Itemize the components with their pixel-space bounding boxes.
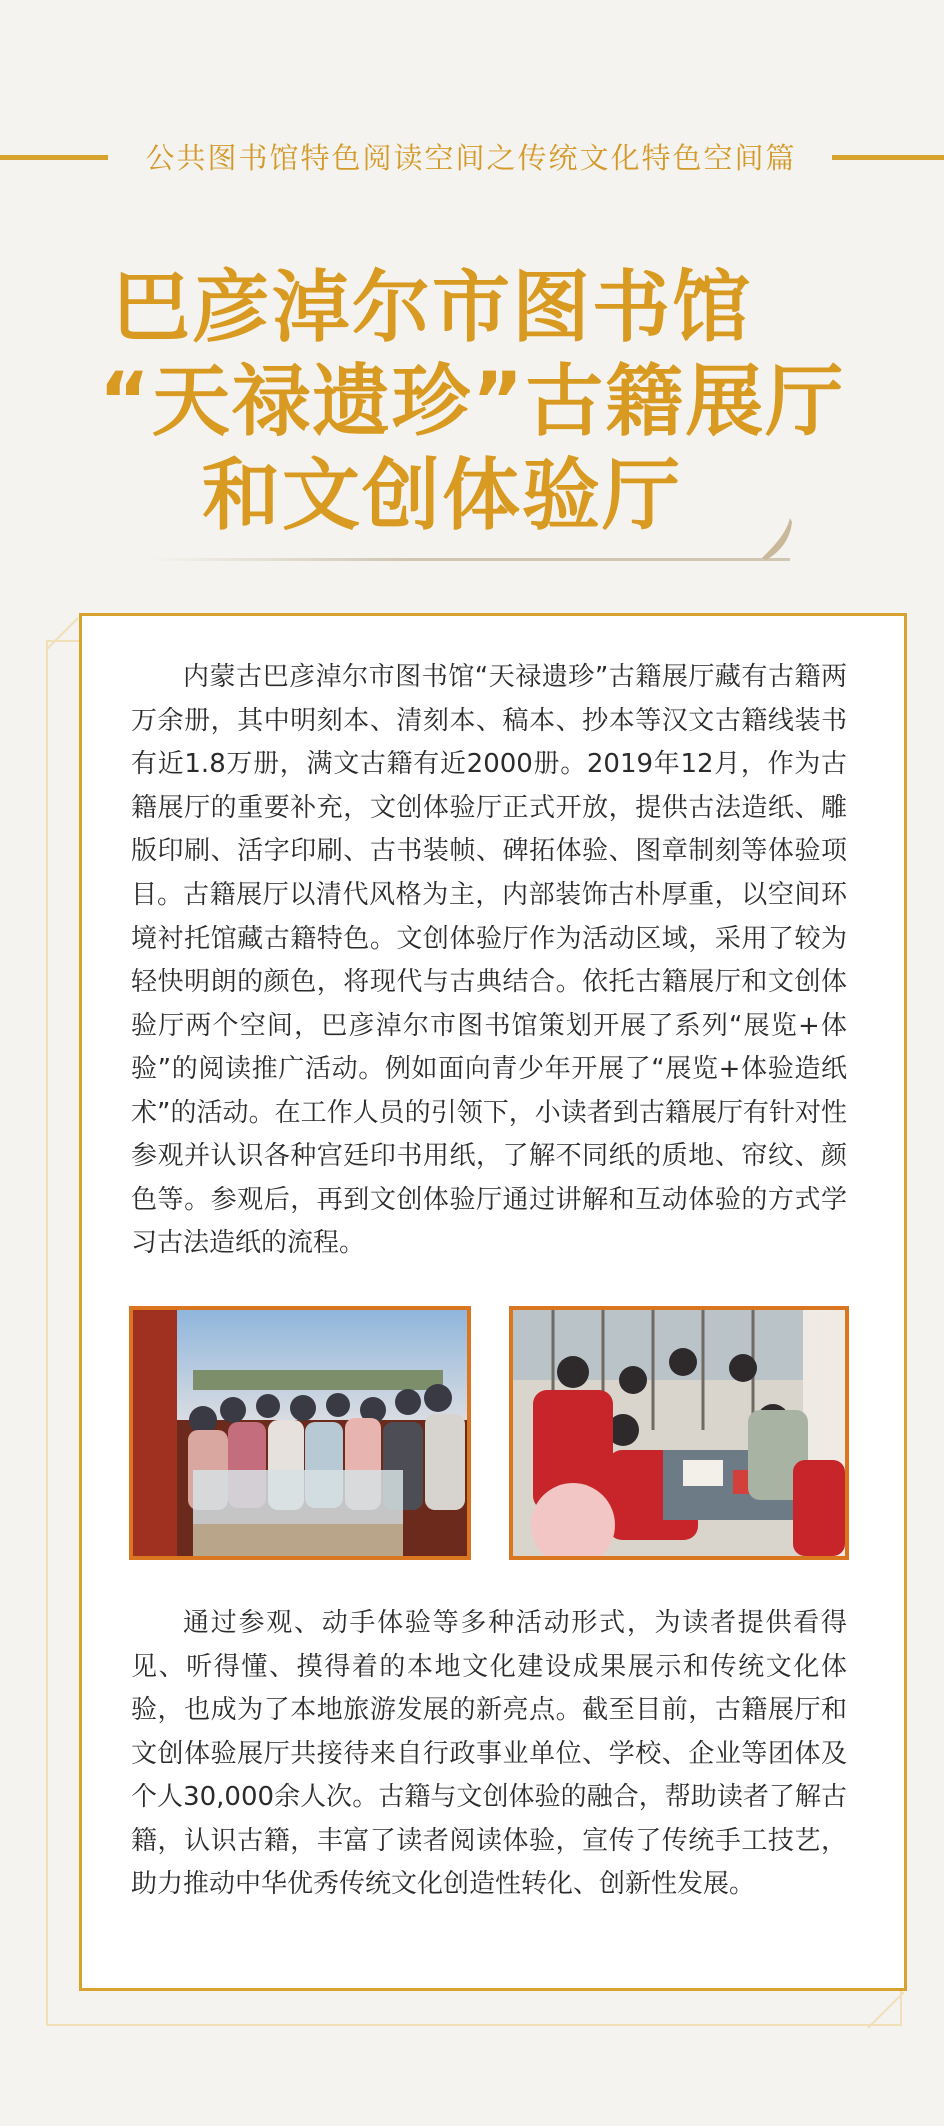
- header-rule-right: [832, 155, 944, 160]
- experience-hall-photo: [509, 1306, 849, 1560]
- title-underline: [150, 558, 790, 561]
- header-rule-left: [0, 155, 108, 160]
- exhibition-hall-photo: [129, 1306, 471, 1560]
- article-paragraph-3: 通过参观、动手体验等多种活动形式，为读者提供看得见、听得懂、摸得着的本地文化建设成果展示和传统文化体验，也成为了本地旅游发展的新亮点。截至目前，古籍展厅和文创体验展厅共接待来自行政事业单位、学校、企业等团体及个人30,000余人次。古籍与文创体验的融合，帮助读者了解古籍，认识古籍，丰富了读者阅读体验，宣传了传统手工技艺，助力推动中华优秀传统文化创造性转化、创新性发展。: [131, 1608, 847, 1899]
- main-title-line-2: “天禄遗珍”古籍展厅: [98, 357, 846, 447]
- main-title-line-3: 和文创体验厅: [201, 451, 682, 541]
- frame-corner-top-left: [44, 616, 80, 652]
- main-title-line-1: 巴彦淖尔市图书馆: [111, 263, 752, 353]
- series-title: 公共图书馆特色阅读空间之传统文化特色空间篇: [145, 141, 797, 175]
- article-paragraph-1: 内蒙古巴彦淖尔市图书馆“天禄遗珍”古籍展厅藏有古籍两万余册，其中明刻本、清刻本、稿本、抄本等汉文古籍线装书有近1.8万册，满文古籍有近2000册。2019年12月，作为古籍展厅的重要补充，文创体验厅正式开放，提供古法造纸、雕版印刷、活字印刷、古书装帧、碑拓体验、图章制刻等体验项目。: [131, 662, 847, 910]
- frame-corner-bottom-right: [866, 1990, 906, 2030]
- article-paragraph-2: 古籍展厅以清代风格为主，内部装饰古朴厚重，以空间环境衬托馆藏古籍特色。文创体验厅作为活动区域，采用了较为轻快明朗的颜色，将现代与古典结合。依托古籍展厅和文创体验厅两个空间，巴彦淖尔市图书馆策划开展了系列“展览+体验”的阅读推广活动。例如面向青少年开展了“展览+体验造纸术”的活动。在工作人员的引领下，小读者到古籍展厅有针对性参观并认识各种宫廷印书用纸，了解不同纸的质地、帘纹、颜色等。参观后，再到文创体验厅通过讲解和互动体验的方式学习古法造纸的流程。: [131, 880, 847, 1258]
- page-curl-icon: [760, 516, 794, 562]
